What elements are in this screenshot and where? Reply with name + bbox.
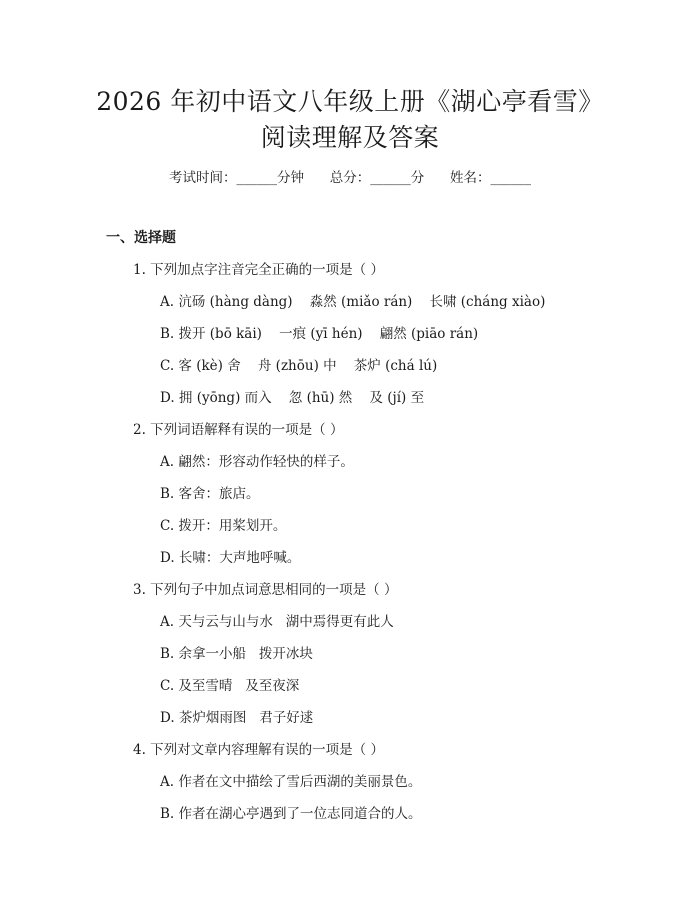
question-3-option-c: C. 及至雪晴 及至夜深: [160, 678, 300, 694]
question-4-stem: 4. 下列对文章内容理解有误的一项是（ ）: [133, 742, 384, 758]
question-1-stem: 1. 下列加点字注音完全正确的一项是（ ）: [133, 262, 384, 278]
question-3-stem: 3. 下列句子中加点词意思相同的一项是（ ）: [133, 582, 398, 598]
question-3-option-d: D. 茶炉烟雨图 君子好逑: [160, 710, 314, 726]
question-2-stem: 2. 下列词语解释有误的一项是（ ）: [133, 422, 344, 438]
question-2-option-a: A. 翩然：形容动作轻快的样子。: [160, 454, 354, 470]
question-3-option-a: A. 天与云与山与水 湖中焉得更有此人: [160, 614, 394, 630]
question-1-option-a: A. 沆砀 (hàng dàng) 淼然 (miǎo rán) 长啸 (cháng xiào): [160, 294, 546, 310]
question-4-option-b: B. 作者在湖心亭遇到了一位志同道合的人。: [160, 806, 422, 822]
exam-info-line: 考试时间：______分钟 总分：______分 姓名：______: [169, 170, 531, 186]
question-2-option-c: C. 拨开：用桨划开。: [160, 518, 287, 534]
section-heading: 一、选择题: [106, 230, 176, 246]
document-title-line1: 2026 年初中语文八年级上册《湖心亭看雪》: [96, 87, 604, 116]
question-1-option-b: B. 拨开 (bō kāi) 一痕 (yī hén) 翩然 (piāo rán): [160, 326, 479, 342]
question-2-option-d: D. 长啸：大声地呼喊。: [160, 550, 301, 566]
question-4-option-a: A. 作者在文中描绘了雪后西湖的美丽景色。: [160, 774, 422, 790]
document-title-line2: 阅读理解及答案: [260, 123, 440, 152]
question-1-option-d: D. 拥 (yōng) 而入 忽 (hū) 然 及 (jí) 至: [160, 390, 425, 406]
question-1-option-c: C. 客 (kè) 舍 舟 (zhōu) 中 茶炉 (chá lú): [160, 358, 438, 374]
question-3-option-b: B. 余拿一小船 拨开冰块: [160, 646, 313, 662]
question-2-option-b: B. 客舍：旅店。: [160, 486, 260, 502]
